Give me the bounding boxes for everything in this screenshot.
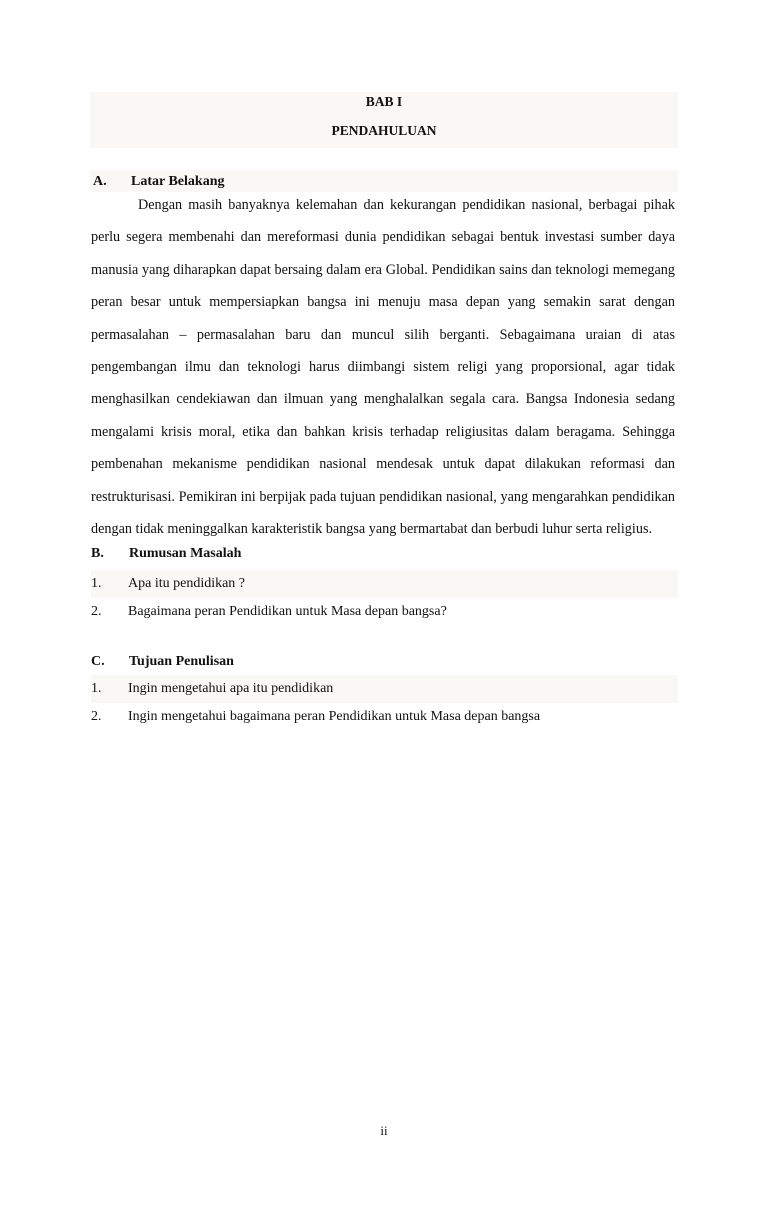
section-a-title: Latar Belakang [131,174,225,189]
section-b-heading [91,546,241,562]
problem-list [91,570,678,626]
purpose-list [91,675,678,731]
section-b-title: Rumusan Masalah [129,546,242,561]
section-a-letter: A. [93,174,107,189]
section-c-title: Tujuan Penulisan [129,654,234,669]
section-a-heading [93,174,224,190]
list-item-number: 2. [91,709,102,724]
section-c-letter: C. [91,654,105,669]
list-item-number: 1. [91,681,102,696]
section-c-heading [91,654,234,670]
list-item-text: Bagaimana peran Pendidikan untuk Masa depan bangsa? [128,604,447,619]
page-number: ii [380,1123,388,1138]
list-item [91,675,678,703]
list-item-number: 1. [91,576,102,591]
list-item [91,598,678,626]
chapter-title: PENDAHULUAN [331,123,437,138]
chapter-label: BAB I [365,94,403,109]
list-item-text: Apa itu pendidikan ? [128,576,246,591]
background-paragraph: Dengan masih banyaknya kelemahan dan kekurangan pendidikan nasional, berbagai pihak perlu segera membenahi dan mereformasi dunia pendidikan sebagai bentuk investasi sumber daya manusia yang diharapkan dapat bersaing dalam era Global. Pendidikan sains dan teknologi memegang peran besar untuk mempersiapkan bangsa ini menuju masa depan yang semakin sarat dengan permasalahan – permasalahan baru dan muncul silih berganti. Sebagaimana uraian di atas pengembangan ilmu dan teknologi harus diimbangi sistem religi yang proporsional, agar tidak menghasilkan cendekiawan dan ilmuan yang menghalalkan segala cara. Bangsa Indonesia sedang mengalami krisis moral, etika dan bahkan krisis terhadap religiusitas dalam beragama. Sehingga pembenahan mekanisme pendidikan nasional mendesak untuk dapat dilakukan reformasi dan restrukturisasi. Pemikiran ini berpijak pada tujuan pendidikan nasional, yang mengarahkan pendidikan dengan tidak meninggalkan karakteristik bangsa yang bermartabat dan berbudi luhur serta religius. [91,197,675,538]
list-item-number: 2. [91,604,102,619]
list-item [91,703,678,731]
list-item-text: Ingin mengetahui apa itu pendidikan [128,681,334,696]
list-item [91,570,678,598]
list-item-text: Ingin mengetahui bagaimana peran Pendidikan untuk Masa depan bangsa [128,709,541,724]
section-b-letter: B. [91,546,104,561]
